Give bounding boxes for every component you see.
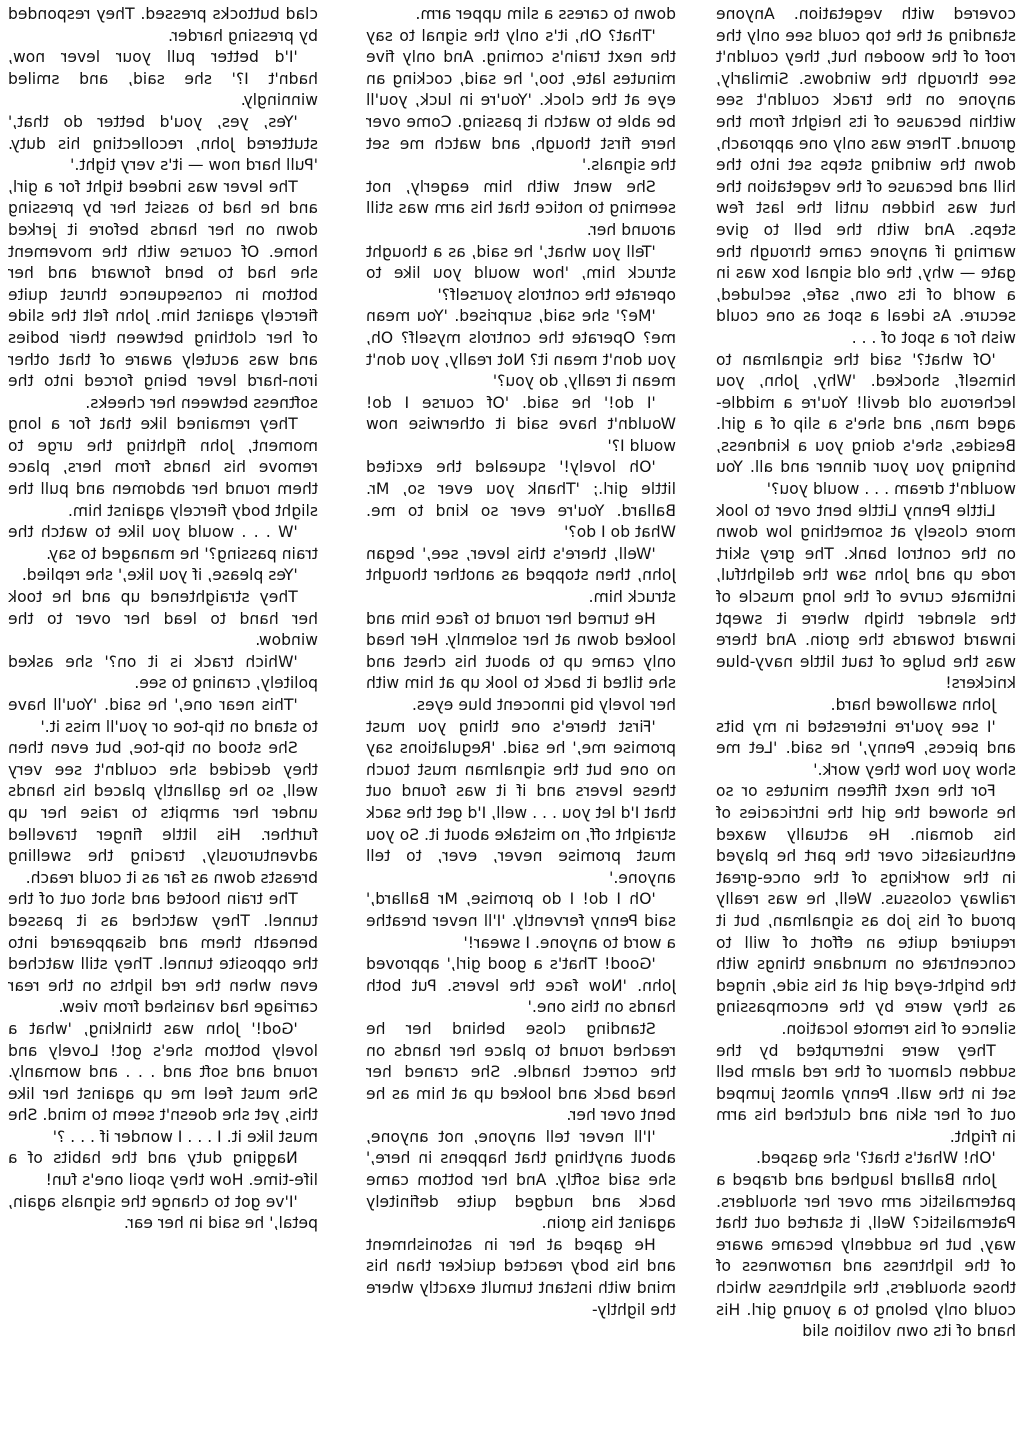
paragraph: 'That? Oh, it's only the signal to say the next train's coming. And only five minutes late, too,' he said, cocking an eye at the clock. 'You're in luck, you'll be able to watch it passing. Come over here first though, and watch me set the signals.'	[366, 26, 676, 175]
paragraph: 'God!' John was thinking, 'what a lovely bottom she's got! Lovely and round and soft and . . . and womanly. She must feel me up against her like this, yet she doesn't seem to mind. She must like it. I . . . I wonder if . . . ?'	[8, 1019, 318, 1146]
text-column-right	[716, 4, 1016, 1426]
paragraph: clad buttocks pressed. They responded by pressing harder.	[8, 5, 318, 45]
paragraph: 'W . . . would you like to watch the train passing?' he managed to say.	[8, 523, 318, 563]
paragraph: For the next fifteen minutes or so he showed the girl the intricacies of his domain. He actually waxed enthusiastic over the part he played in the workings of the once-great railway colossus. Well, he was really proud of his job as signalman, but it required quite an effort of will to concentrate on mundane things with the bright-eyed girl at his side, ringed as they were by the encompassing silence of his remote location.	[716, 782, 1016, 1038]
paragraph: 'Good! That's a good girl,' approved John. 'Now face the levers. Put both hands on this one.'	[366, 955, 676, 1017]
paragraph: 'Me?' she said, surprised. 'You mean me? Operate the controls myself? Oh, you don't mean it? Not really, you don't mean it really, do you?'	[366, 307, 676, 391]
paragraph: down to caress a slim upper arm.	[415, 5, 676, 23]
paragraph: John Ballard laughed and draped a paternalistic arm over her shoulders. Paternalistic? Well, it started out that way, but he suddenly became aware of the lightness and narrowness of those shoulders, the slightness which could only belong to a young girl. His hand of its own volition slid	[716, 1171, 1016, 1341]
paragraph: They remained like that for a long moment, John fighting the urge to remove his hands from hers, place them round her abdomen and pull the slight body fiercely against him.	[8, 415, 318, 520]
paragraph: 'Yes please, if you like,' she replied.	[21, 566, 298, 585]
paragraph: She went with him eagerly, not seeming to notice that his arm was still around her.	[366, 177, 676, 239]
paragraph: Little Penny Little bent over to look more closely at something low down on the control bank. The grey skirt rode up and John saw the delightful, intimate curve of the long muscle of the slender thigh where it swept inward towards the groin. And there was the bulge of taut little navy-blue knickers!	[716, 501, 1016, 693]
paragraph: 'I'd better pull your lever now, hadn't I?' she said, and smiled winningly.	[8, 48, 318, 110]
paragraph: 'Oh! What's that?' she gasped.	[756, 1149, 996, 1168]
paragraph: He gaped at her in astonishment and his body reacted quicker than his mind with instant tumult exactly where the lightly-	[366, 1235, 676, 1319]
paragraph: 'Which track is it on?' she asked politely, craning to see.	[8, 652, 318, 693]
text-column-left	[8, 4, 318, 1426]
paragraph: John swallowed hard.	[830, 696, 996, 714]
paragraph: Nagging duty and the habits of a life-time. How they spoil one's fun!	[8, 1149, 318, 1190]
paragraph: covered with vegetation. Anyone standing at the top could see only the roof of the wooden hut, they couldn't see through the windows. Similarly, anyone on the track couldn't see within because of its height from the ground. There was only one approach, down the winding steps set into the hill and because of the vegetation the hut was hidden until the last few steps. And with the bell to give warning if anyone came through the gate — why, the old signal box was in a world of its own, safe, secluded, secure. As ideal a spot as one could wish for a spot of . . .	[716, 5, 1016, 347]
paragraph: 'I've got to change the signals again, petal,' he said in her ear.	[8, 1192, 318, 1233]
paragraph: 'Tell you what,' he said, as a thought struck him, 'how would you like to operate the controls yourself?'	[366, 242, 676, 304]
paragraph: They straightened up and he took her hand to lead her over to the window.	[8, 588, 318, 650]
paragraph: 'Well, there's this lever, see,' began John, then stopped as another thought struck him.	[366, 544, 676, 607]
paragraph: Standing close behind her he reached round to place her hands on the correct handle. She craned her head back and looked up at him as he bent over her.	[366, 1019, 676, 1125]
paragraph: 'Yes, yes, you'd better do that,' stuttered John, recollecting his duty. 'Pull hard now — it's very tight.'	[8, 112, 318, 175]
paragraph: The lever was indeed tight for a girl, and he had to assist her by pressing down on her hands before it jerked home. Of course with the movement she had to bend forward and her bottom in consequence thrust quite fiercely against him. John felt the slide of her clothing between their bodies and was acutely aware of that other iron-hard lever being forced into the softness between her cheeks.	[8, 177, 318, 412]
paragraph: 'Oh I do! I do promise, Mr Ballard,' said Penny fervently. 'I'll never breathe a word to anyone. I swear!'	[366, 890, 676, 952]
paragraph: They were interrupted by the sudden clamour of the red alarm bell set in the wall. Penny almost jumped out of her skin and clutched his arm in fright.	[716, 1041, 1016, 1146]
paragraph: 'First there's one thing you must promise me,' he said. 'Regulations say no one but the signalman must touch these levers and if it was found out that I'd let you . . . well, I'd get the sack straight off, no mistake about it. So you must promise never, ever, to tell anyone.'	[366, 717, 676, 887]
paragraph: 'Oh lovely!' squealed the excited little girl.; 'Thank you ever so, Mr. Ballard. You're ever so kind to me. What do I do?'	[366, 458, 676, 542]
paragraph: 'Of what?' said the signalman to himself, shocked. 'Why, John, you lecherous old devil! You're a middle-aged man, and she's a slip of a girl. Besides, she's doing you a kindness, bringing you your dinner and all. You wouldn't dream . . . would you?'	[716, 350, 1016, 499]
text-column-middle	[366, 4, 676, 1426]
paragraph: 'I'll never tell anyone, not anyone, about anything that happens in here,' she said softly. And her bottom came back and nudged quite definitely against his groin.	[366, 1127, 676, 1233]
paragraph: 'This near one,' he said. 'You'll have to stand on tip-toe or you'll miss it.'	[8, 696, 318, 736]
paragraph: 'I see you're interested in my bits and pieces, Penny,' he said. 'Let me show you how they work.'	[716, 717, 1016, 779]
paragraph: 'I do!' he said. 'Of course I do! Wouldn't have said it otherwise now would I?'	[366, 393, 676, 455]
paragraph: He turned her round to face him and looked down at her solemnly. Her head only came up to about his chest and she tilted it back to look up at him with her lovely big innocent blue eyes.	[366, 609, 676, 714]
paragraph: She stood on tip-toe, but even then they decided she couldn't see very well, so he gallantly placed his hands under her armpits to raise her up further. His little finger travelled adventurously, tracing the swelling breasts down as far as it could reach.	[8, 739, 318, 887]
paragraph: The train hooted and shot out of the tunnel. They watched as it passed beneath them and disappeared into the opposite tunnel. They still watched even when the red lights on the rear carriage had vanished from view.	[8, 890, 318, 1017]
